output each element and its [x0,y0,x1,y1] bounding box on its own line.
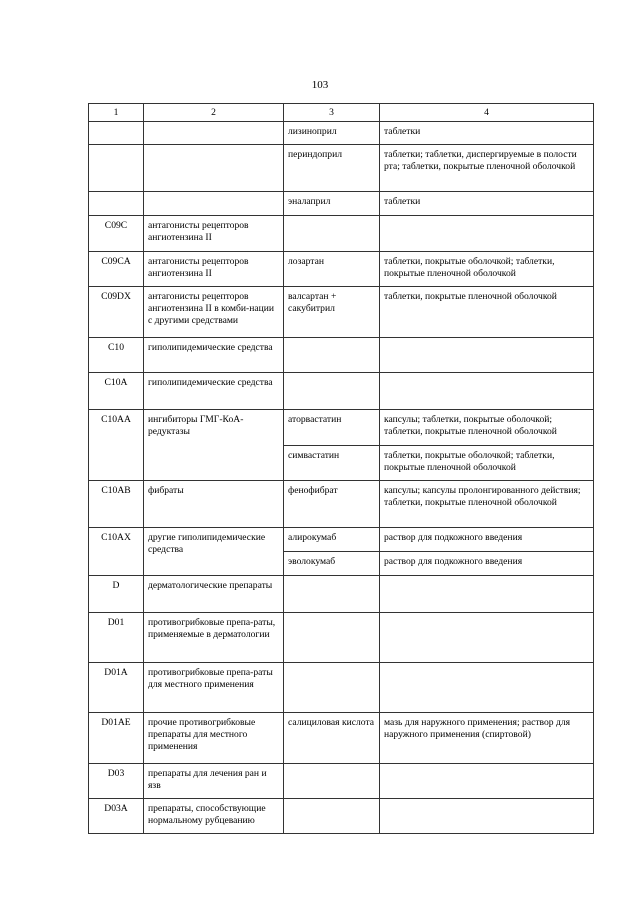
table-row [89,764,594,799]
group-name-cell: антагонисты рецепторов ангиотензина II [144,252,284,287]
group-name-cell: гиполипидемические средства [144,338,284,373]
group-name-cell [144,192,284,216]
table-header-row [89,104,594,122]
drug-name-cell [284,764,380,799]
drug-name-cell: эволокумаб [284,552,380,576]
atc-code-cell: C10AX [89,528,144,576]
atc-code-cell: C10 [89,338,144,373]
dosage-form-cell [380,338,594,373]
drug-name-cell [284,663,380,713]
group-name-cell: ингибиторы ГМГ-КоА-редуктазы [144,410,284,481]
drug-name-cell [284,576,380,613]
dosage-form-cell [380,613,594,663]
dosage-form-cell [380,576,594,613]
drug-name-cell: периндоприл [284,145,380,192]
table-row [89,373,594,410]
table-row [89,216,594,252]
atc-code-cell: C09DX [89,287,144,338]
atc-code-cell: C09CA [89,252,144,287]
dosage-form-cell: таблетки [380,192,594,216]
drug-name-cell: лозартан [284,252,380,287]
column-header-2: 2 [144,104,284,122]
drug-name-cell: фенофибрат [284,481,380,528]
table-row [89,663,594,713]
dosage-form-cell: капсулы; капсулы пролонгированного действия; таблетки, покрытые пленочной оболочкой [380,481,594,528]
drug-name-cell [284,216,380,252]
atc-code-cell: D01 [89,613,144,663]
atc-code-cell: C09C [89,216,144,252]
dosage-form-cell: таблетки; таблетки, диспергируемые в полости рта; таблетки, покрытые пленочной оболочкой [380,145,594,192]
atc-code-cell [89,122,144,145]
group-name-cell [144,145,284,192]
table-row [89,338,594,373]
atc-code-cell: D [89,576,144,613]
drug-name-cell: лизиноприл [284,122,380,145]
dosage-form-cell: мазь для наружного применения; раствор для наружного применения (спиртовой) [380,713,594,764]
dosage-form-cell [380,663,594,713]
group-name-cell: антагонисты рецепторов ангиотензина II в комби-нации с другими средствами [144,287,284,338]
dosage-form-cell: таблетки, покрытые пленочной оболочкой [380,287,594,338]
table-row [89,252,594,287]
atc-code-cell: D03A [89,799,144,834]
atc-code-cell: C10A [89,373,144,410]
column-header-3: 3 [284,104,380,122]
drug-name-cell [284,613,380,663]
table-row [89,481,594,528]
group-name-cell [144,122,284,145]
table-row [89,799,594,834]
group-name-cell: противогрибковые препа-раты, применяемые в дерматологии [144,613,284,663]
dosage-form-cell [380,216,594,252]
dosage-form-cell [380,799,594,834]
drug-name-cell: валсартан + сакубитрил [284,287,380,338]
table-row [89,287,594,338]
medication-table [88,103,594,834]
group-name-cell: препараты, способствующие нормальному рубцеванию [144,799,284,834]
dosage-form-cell: таблетки, покрытые оболочкой; таблетки, покрытые пленочной оболочкой [380,446,594,481]
atc-code-cell: D03 [89,764,144,799]
table-row [89,613,594,663]
drug-name-cell [284,799,380,834]
group-name-cell: противогрибковые препа-раты для местного применения [144,663,284,713]
dosage-form-cell: раствор для подкожного введения [380,552,594,576]
atc-code-cell: C10AA [89,410,144,481]
page-number: 103 [311,79,329,91]
dosage-form-cell: таблетки [380,122,594,145]
dosage-form-cell: раствор для подкожного введения [380,528,594,552]
group-name-cell: гиполипидемические средства [144,373,284,410]
drug-name-cell: эналаприл [284,192,380,216]
group-name-cell: препараты для лечения ран и язв [144,764,284,799]
dosage-form-cell: капсулы; таблетки, покрытые оболочкой; таблетки, покрытые пленочной оболочкой [380,410,594,446]
table-row [89,192,594,216]
drug-name-cell: симвастатин [284,446,380,481]
group-name-cell: другие гиполипидемические средства [144,528,284,576]
dosage-form-cell [380,764,594,799]
column-header-1: 1 [89,104,144,122]
column-header-4: 4 [380,104,594,122]
table-row [89,713,594,764]
group-name-cell: дерматологические препараты [144,576,284,613]
table-row [89,145,594,192]
atc-code-cell: D01A [89,663,144,713]
table-row [89,576,594,613]
drug-name-cell: аторвастатин [284,410,380,446]
drug-name-cell: алирокумаб [284,528,380,552]
atc-code-cell: C10AB [89,481,144,528]
dosage-form-cell [380,373,594,410]
drug-name-cell: салициловая кислота [284,713,380,764]
drug-name-cell [284,373,380,410]
group-name-cell: антагонисты рецепторов ангиотензина II [144,216,284,252]
table-row [89,528,594,552]
dosage-form-cell: таблетки, покрытые оболочкой; таблетки, покрытые пленочной оболочкой [380,252,594,287]
group-name-cell: фибраты [144,481,284,528]
atc-code-cell [89,145,144,192]
table-row [89,122,594,145]
atc-code-cell [89,192,144,216]
group-name-cell: прочие противогрибковые препараты для местного применения [144,713,284,764]
drug-name-cell [284,338,380,373]
atc-code-cell: D01AE [89,713,144,764]
table-row [89,410,594,446]
